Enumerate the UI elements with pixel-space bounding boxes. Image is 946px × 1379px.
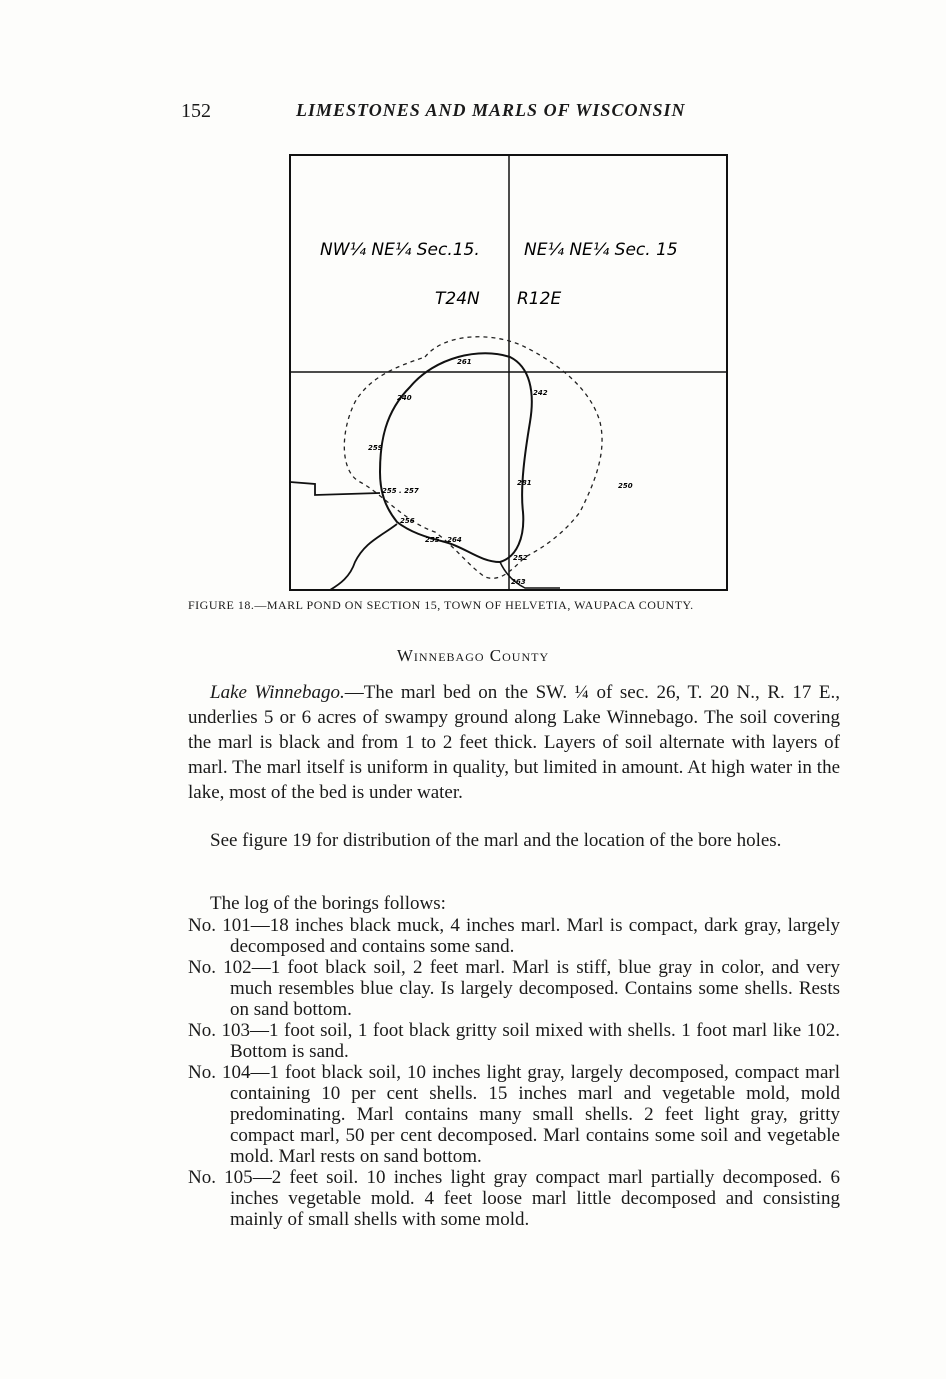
log-entry xyxy=(188,915,840,957)
paragraph-lake-winnebago xyxy=(188,680,840,805)
entry-number: No. 101 xyxy=(188,915,251,936)
log-entry xyxy=(188,957,840,1020)
log-entry xyxy=(188,1020,840,1062)
entry-text: —2 feet soil. 10 inches light gray compact marl partially decomposed. 6 inches vegetable mold. 4 feet loose marl little decomposed and consisting mainly of small shells with some mold. xyxy=(230,1167,840,1230)
label-township: T24N xyxy=(435,289,480,309)
entry-number: No. 104 xyxy=(188,1062,251,1083)
label-nw-quarter: NW¼ NE¼ Sec.15. xyxy=(320,240,480,260)
bore-label: 281 xyxy=(517,479,532,487)
paragraph-lead: Lake Winnebago. xyxy=(210,682,345,703)
marl-boundary-dashed xyxy=(344,337,602,579)
paragraph-body: —The marl bed on the SW. ¼ of sec. 26, T. 20 N., R. 17 E., underlies 5 or 6 acres of swampy ground along Lake Winnebago. The soil covering the marl is black and from 1 to 2 feet thick. Layers of soil alternate with layers of marl. The marl itself is uniform in quality, but limited in amount. At high water in the lake, most of the bed is under water. xyxy=(188,682,840,803)
label-ne-quarter: NE¼ NE¼ Sec. 15 xyxy=(524,240,678,260)
paragraph-see-figure: See figure 19 for distribution of the marl and the location of the bore holes. xyxy=(210,830,782,851)
bore-label: 255 . 264 xyxy=(425,536,462,544)
entry-text: —18 inches black muck, 4 inches marl. Marl is compact, dark gray, largely decomposed and contains some sand. xyxy=(230,915,840,957)
borings-log xyxy=(188,915,840,1230)
page-number: 152 xyxy=(181,100,211,122)
running-title: LIMESTONES AND MARLS OF WISCONSIN xyxy=(296,100,686,120)
marl-pond-map xyxy=(285,152,733,594)
entry-number: No. 102 xyxy=(188,957,252,978)
figure-18-map xyxy=(285,152,733,594)
bore-label: 252 xyxy=(513,554,528,562)
bore-label: 261 xyxy=(457,358,472,366)
log-entry xyxy=(188,1062,840,1167)
inlet-stream xyxy=(290,482,380,495)
entry-text: —1 foot soil, 1 foot black gritty soil mixed with shells. 1 foot marl like 102. Bottom is sand. xyxy=(230,1020,840,1062)
bore-label: 240 xyxy=(397,394,412,402)
section-heading: Winnebago County xyxy=(396,646,550,665)
bore-label: 263 xyxy=(511,578,526,586)
entry-text: —1 foot black soil, 2 feet marl. Marl is stiff, blue gray in color, and very much resembles blue clay. Is largely decomposed. Contains some shells. Rests on sand bottom. xyxy=(230,957,840,1020)
label-range: R12E xyxy=(517,289,562,309)
entry-text: —1 foot black soil, 10 inches light gray, largely decomposed, compact marl containing 10 per cent shells. 15 inches marl and vegetable mold, mold predominating. Marl contains many small shells. 2 feet light gray, gritty compact marl, 50 per cent decomposed. Marl contains some soil and vegetable mold. Marl rests on sand bottom. xyxy=(230,1062,840,1167)
bore-label: 250 xyxy=(618,482,633,490)
bore-label: 256 xyxy=(400,517,415,525)
page-header xyxy=(0,100,946,130)
outlet-stream xyxy=(330,524,397,590)
figure-caption: FIGURE 18.—MARL POND ON SECTION 15, TOWN OF HELVETIA, WAUPACA COUNTY. xyxy=(188,598,694,612)
log-entry xyxy=(188,1167,840,1230)
paragraph-log-intro: The log of the borings follows: xyxy=(210,893,446,914)
bore-label: 242 xyxy=(533,389,548,397)
bore-label: 259 xyxy=(368,444,383,452)
entry-number: No. 105 xyxy=(188,1167,253,1188)
entry-number: No. 103 xyxy=(188,1020,250,1041)
bore-label: 255 . 257 xyxy=(382,487,419,495)
